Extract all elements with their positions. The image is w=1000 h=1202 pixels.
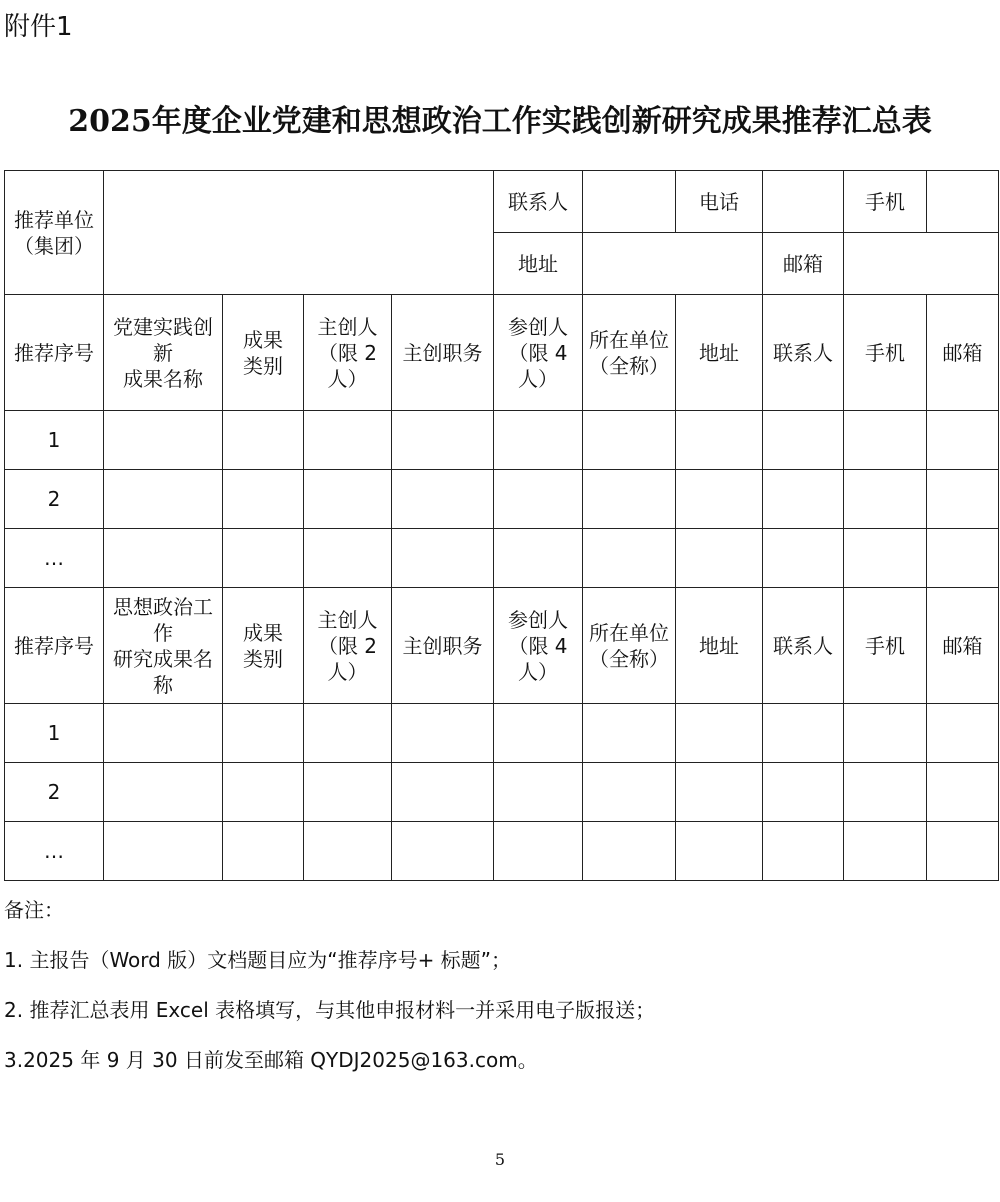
table-row	[5, 763, 999, 822]
data-cell[interactable]	[392, 529, 494, 588]
data-cell[interactable]	[676, 763, 763, 822]
data-cell[interactable]	[927, 704, 999, 763]
data-cell[interactable]	[763, 763, 844, 822]
row-index: 2	[5, 470, 104, 529]
data-cell[interactable]	[676, 470, 763, 529]
email-label: 邮箱	[763, 233, 844, 295]
data-cell[interactable]	[763, 529, 844, 588]
header-cell: 成果 类别	[223, 588, 304, 704]
data-cell[interactable]	[304, 763, 392, 822]
section2-header-row	[5, 588, 999, 704]
header-cell: 党建实践创新 成果名称	[104, 295, 223, 411]
header-cell: 参创人 （限 4 人）	[494, 295, 583, 411]
note-item: 1. 主报告（Word 版）文档题目应为“推荐序号+ 标题”；	[4, 948, 512, 972]
data-cell[interactable]	[104, 763, 223, 822]
data-cell[interactable]	[104, 411, 223, 470]
header-cell: 所在单位 （全称）	[583, 588, 676, 704]
summary-table	[4, 170, 999, 881]
page-title: 2025年度企业党建和思想政治工作实践创新研究成果推荐汇总表	[68, 104, 932, 139]
data-cell[interactable]	[223, 411, 304, 470]
header-cell: 地址	[676, 295, 763, 411]
header-cell: 主创人 （限 2 人）	[304, 295, 392, 411]
data-cell[interactable]	[494, 470, 583, 529]
row-index: 1	[5, 411, 104, 470]
header-cell: 邮箱	[927, 295, 999, 411]
header-cell: 思想政治工作 研究成果名称	[104, 588, 223, 704]
data-cell[interactable]	[676, 822, 763, 881]
data-cell[interactable]	[844, 411, 927, 470]
header-cell: 邮箱	[927, 588, 999, 704]
data-cell[interactable]	[392, 822, 494, 881]
data-cell[interactable]	[104, 529, 223, 588]
data-cell[interactable]	[104, 822, 223, 881]
row-index: 1	[5, 704, 104, 763]
data-cell[interactable]	[223, 822, 304, 881]
data-cell[interactable]	[494, 763, 583, 822]
data-cell[interactable]	[763, 411, 844, 470]
data-cell[interactable]	[304, 470, 392, 529]
data-cell[interactable]	[583, 822, 676, 881]
data-cell[interactable]	[583, 529, 676, 588]
header-cell: 联系人	[763, 588, 844, 704]
data-cell[interactable]	[927, 529, 999, 588]
header-cell: 地址	[676, 588, 763, 704]
header-cell: 所在单位 （全称）	[583, 295, 676, 411]
mobile-label: 手机	[844, 171, 927, 233]
address-value[interactable]	[583, 233, 763, 295]
header-cell: 成果 类别	[223, 295, 304, 411]
contact-label: 联系人	[494, 171, 583, 233]
table-row	[5, 529, 999, 588]
phone-value[interactable]	[763, 171, 844, 233]
header-cell: 手机	[844, 295, 927, 411]
data-cell[interactable]	[763, 470, 844, 529]
data-cell[interactable]	[763, 822, 844, 881]
header-cell: 联系人	[763, 295, 844, 411]
header-cell: 推荐序号	[5, 295, 104, 411]
table-row	[5, 411, 999, 470]
data-cell[interactable]	[927, 763, 999, 822]
data-cell[interactable]	[223, 470, 304, 529]
data-cell[interactable]	[392, 763, 494, 822]
data-cell[interactable]	[844, 763, 927, 822]
table-row	[5, 822, 999, 881]
data-cell[interactable]	[104, 470, 223, 529]
table-row	[5, 704, 999, 763]
table-row	[5, 470, 999, 529]
data-cell[interactable]	[927, 470, 999, 529]
row-index: …	[5, 529, 104, 588]
page-number: 5	[494, 1150, 506, 1169]
data-cell[interactable]	[583, 704, 676, 763]
row-index: 2	[5, 763, 104, 822]
data-cell[interactable]	[392, 704, 494, 763]
data-cell[interactable]	[676, 411, 763, 470]
contact-value[interactable]	[583, 171, 676, 233]
data-cell[interactable]	[304, 704, 392, 763]
data-cell[interactable]	[392, 411, 494, 470]
data-cell[interactable]	[583, 763, 676, 822]
mobile-value[interactable]	[927, 171, 999, 233]
notes-heading: 备注：	[4, 898, 64, 922]
row-index: …	[5, 822, 104, 881]
data-cell[interactable]	[304, 822, 392, 881]
data-cell[interactable]	[104, 704, 223, 763]
data-cell[interactable]	[676, 704, 763, 763]
section1-header-row	[5, 295, 999, 411]
data-cell[interactable]	[392, 470, 494, 529]
data-cell[interactable]	[927, 411, 999, 470]
data-cell[interactable]	[676, 529, 763, 588]
info-row-1	[5, 171, 999, 233]
data-cell[interactable]	[763, 704, 844, 763]
note-item: 2. 推荐汇总表用 Excel 表格填写，与其他申报材料一并采用电子版报送；	[4, 998, 656, 1022]
data-cell[interactable]	[494, 704, 583, 763]
data-cell[interactable]	[494, 529, 583, 588]
header-cell: 主创职务	[392, 295, 494, 411]
header-cell: 推荐序号	[5, 588, 104, 704]
email-value[interactable]	[844, 233, 999, 295]
data-cell[interactable]	[844, 470, 927, 529]
data-cell[interactable]	[304, 411, 392, 470]
recommend-unit-value[interactable]	[104, 171, 494, 295]
data-cell[interactable]	[844, 704, 927, 763]
data-cell[interactable]	[223, 763, 304, 822]
note-item: 3.2025 年 9 月 30 日前发至邮箱 QYDJ2025@163.com。	[4, 1048, 538, 1072]
data-cell[interactable]	[583, 470, 676, 529]
data-cell[interactable]	[494, 411, 583, 470]
data-cell[interactable]	[844, 822, 927, 881]
recommend-unit-label: 推荐单位 （集团）	[5, 171, 104, 295]
header-cell: 主创人 （限 2 人）	[304, 588, 392, 704]
data-cell[interactable]	[844, 529, 927, 588]
data-cell[interactable]	[223, 529, 304, 588]
address-label: 地址	[494, 233, 583, 295]
data-cell[interactable]	[223, 704, 304, 763]
data-cell[interactable]	[927, 822, 999, 881]
phone-label: 电话	[676, 171, 763, 233]
header-cell: 参创人 （限 4 人）	[494, 588, 583, 704]
data-cell[interactable]	[583, 411, 676, 470]
header-cell: 主创职务	[392, 588, 494, 704]
data-cell[interactable]	[494, 822, 583, 881]
header-cell: 手机	[844, 588, 927, 704]
attachment-label: 附件1	[4, 12, 73, 42]
data-cell[interactable]	[304, 529, 392, 588]
